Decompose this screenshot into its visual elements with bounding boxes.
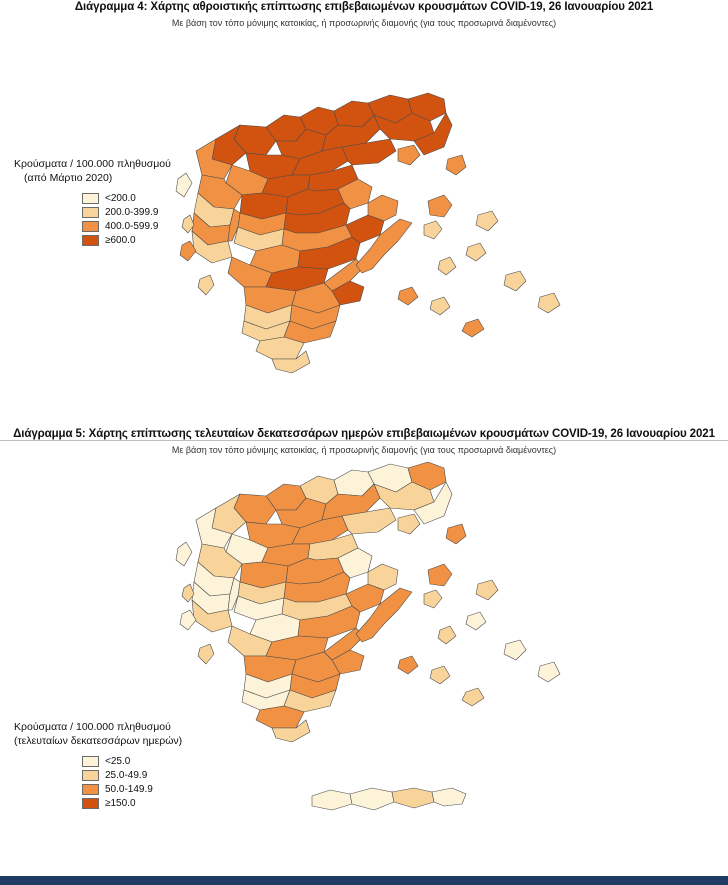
map-1-counties xyxy=(176,93,560,411)
legend-item-label: ≥600.0 xyxy=(105,234,136,246)
legend-item-label: ≥150.0 xyxy=(105,797,136,809)
legend-swatch-icon xyxy=(82,770,99,781)
legend-swatch-icon xyxy=(82,193,99,204)
map-2-counties xyxy=(176,462,560,810)
legend-item xyxy=(82,754,182,768)
figure-5-subtitle: Με βάση τον τόπο μόνιμης κατοικίας, ή προσωρινής διαμονής (για τους προσωρινά διαμένοντες) xyxy=(171,445,557,455)
legend-swatch-icon xyxy=(82,798,99,809)
figure-5-title: Διάγραμμα 5: Χάρτης επίπτωσης τελευταίων δεκατεσσάρων ημερών επιβεβαιωμένων κρουσμάτων COVID-19, 26 Ιανουαρίου 2021 xyxy=(13,428,715,440)
legend-item-label: 50.0-149.9 xyxy=(105,783,153,795)
legend-item-label: 25.0-49.9 xyxy=(105,769,148,781)
legend-item xyxy=(82,782,182,796)
legend-swatch-icon xyxy=(82,207,99,218)
legend-diagram-5 xyxy=(14,720,182,810)
legend-item-label: <200.0 xyxy=(105,192,136,204)
legend-5-title-line-1: Κρούσματα / 100.000 πληθυσμού xyxy=(14,721,171,733)
legend-4-title-line-2: (από Μάρτιο 2020) xyxy=(24,172,113,184)
legend-item xyxy=(82,219,171,233)
legend-item xyxy=(82,205,171,219)
legend-item-label: 200.0-399.9 xyxy=(105,206,159,218)
figure-4-title: Διάγραμμα 4: Χάρτης αθροιστικής επίπτωσης επιβεβαιωμένων κρουσμάτων COVID-19, 26 Ιανουαρίου 2021 xyxy=(74,1,654,13)
legend-item-label: 400.0-599.9 xyxy=(105,220,159,232)
legend-item-label: <25.0 xyxy=(105,755,131,767)
legend-swatch-icon xyxy=(82,756,99,767)
map-diagram-5 xyxy=(0,456,728,838)
legend-item xyxy=(82,233,171,247)
figure-diagram-4 xyxy=(0,0,728,411)
figure-diagram-5 xyxy=(0,427,728,838)
legend-item xyxy=(82,768,182,782)
legend-item xyxy=(82,796,182,810)
map-diagram-4 xyxy=(0,29,728,411)
footer-accent-bar xyxy=(0,876,728,885)
legend-4-title-line-1: Κρούσματα / 100.000 πληθυσμού xyxy=(14,158,171,170)
legend-swatch-icon xyxy=(82,784,99,795)
legend-4-items xyxy=(14,191,171,247)
legend-swatch-icon xyxy=(82,221,99,232)
legend-swatch-icon xyxy=(82,235,99,246)
legend-diagram-4 xyxy=(14,157,171,247)
legend-5-title-line-2: (τελευταίων δεκατεσσάρων ημερών) xyxy=(14,735,183,747)
legend-item xyxy=(82,191,171,205)
legend-5-items xyxy=(14,754,182,810)
figure-4-subtitle: Με βάση τον τόπο μόνιμης κατοικίας, ή προσωρινής διαμονής (για τους προσωρινά διαμένοντες) xyxy=(171,18,557,28)
